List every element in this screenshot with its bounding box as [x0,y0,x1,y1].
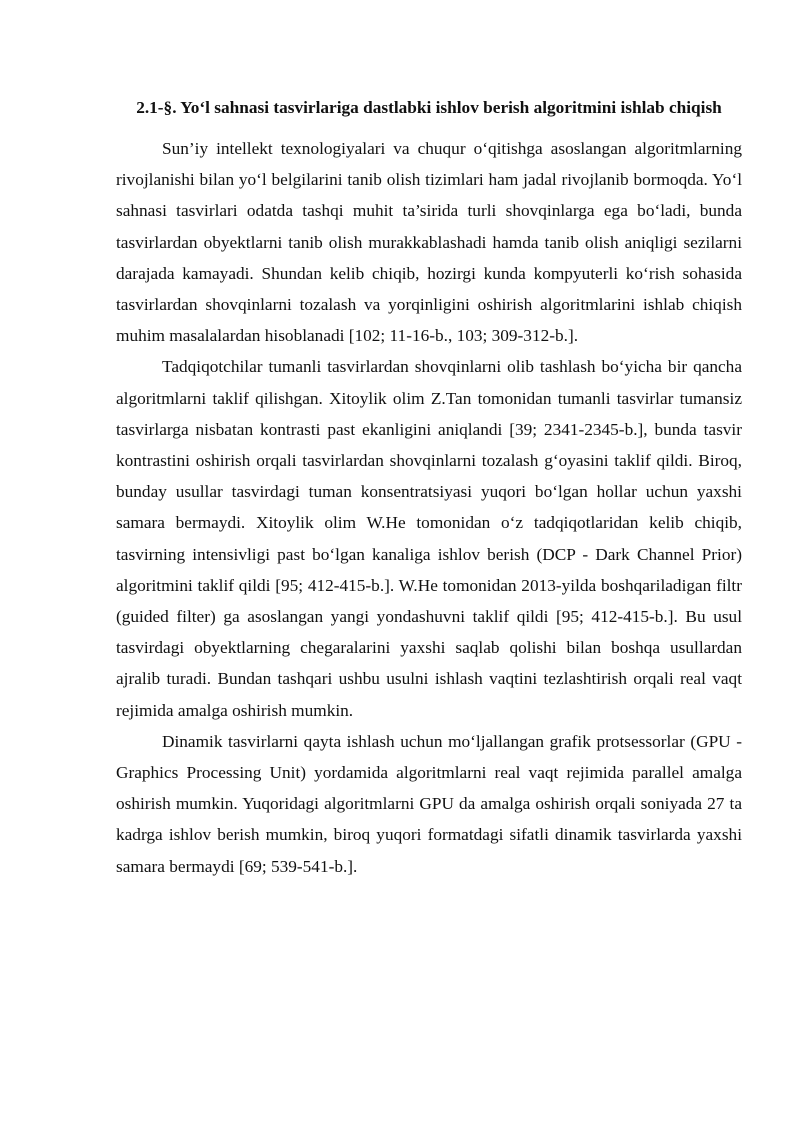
document-page [116,0,742,882]
paragraph-1: Sun’iy intellekt texnologiyalari va chuqur o‘qitishga asoslangan algoritmlarning rivojlanishi bilan yo‘l belgilarini tanib olish tizimlari ham jadal rivojlanib bormoqda. Yo‘l sahnasi tasvirlari odatda tashqi muhit ta’sirida turli shovqinlarga ega bo‘ladi, bunda tasvirlardan obyektlarni tanib olish murakkablashadi hamda tanib olish aniqligi sezilarni darajada kamayadi. Shundan kelib chiqib, hozirgi kunda kompyuterli ko‘rish sohasida tasvirlardan shovqinlarni tozalash va yorqinligini oshirish algoritmlarini ishlab chiqish muhim masalalardan hisoblanadi [102; 11-16-b., 103; 309-312-b.]. [116,139,742,346]
section-heading: 2.1-§. Yo‘l sahnasi tasvirlariga dastlabki ishlov berish algoritmini ishlab chiqish [136,98,722,117]
paragraph-3: Dinamik tasvirlarni qayta ishlash uchun mo‘ljallangan grafik protsessorlar (GPU - Graphics Processing Unit) yordamida algoritmlarni real vaqt rejimida parallel amalga oshirish mumkin. Yuqoridagi algoritmlarni GPU da amalga oshirish orqali soniyada 27 ta kadrga ishlov berish mumkin, biroq yuqori formatdagi sifatli dinamik tasvirlarda yaxshi samara bermaydi [69; 539-541-b.]. [116,731,742,876]
paragraph-2: Tadqiqotchilar tumanli tasvirlardan shovqinlarni olib tashlash bo‘yicha bir qancha algoritmlarni taklif qilishgan. Xitoylik olim Z.Tan tomonidan tumanli tasvirlar tumansiz tasvirlarga nisbatan kontrasti past ekanligini aniqlandi [39; 2341-2345-b.], bunda tasvir kontrastini oshirish orqali tasvirlardan shovqinlarni tozalash g‘oyasini taklif qildi. Biroq, bunday usullar tasvirdagi tuman konsentratsiyasi yuqori bo‘lgan hollar uchun yaxshi samara bermaydi. Xitoylik olim W.He tomonidan o‘z tadqiqotlaridan kelib chiqib, tasvirning intensivligi past bo‘lgan kanaliga ishlov berish (DCP - Dark Channel Prior) algoritmini taklif qildi [95; 412-415-b.]. W.He tomonidan 2013-yilda boshqariladigan filtr (guided filter) ga asoslangan yangi yondashuvni taklif qildi [95; 412-415-b.]. Bu usul tasvirdagi obyektlarning chegaralarini yaxshi saqlab qolishi bilan boshqa usullardan ajralib turadi. Bundan tashqari ushbu usulni ishlash vaqtini tezlashtirish orqali real vaqt rejimida amalga oshirish mumkin. [116,357,742,720]
